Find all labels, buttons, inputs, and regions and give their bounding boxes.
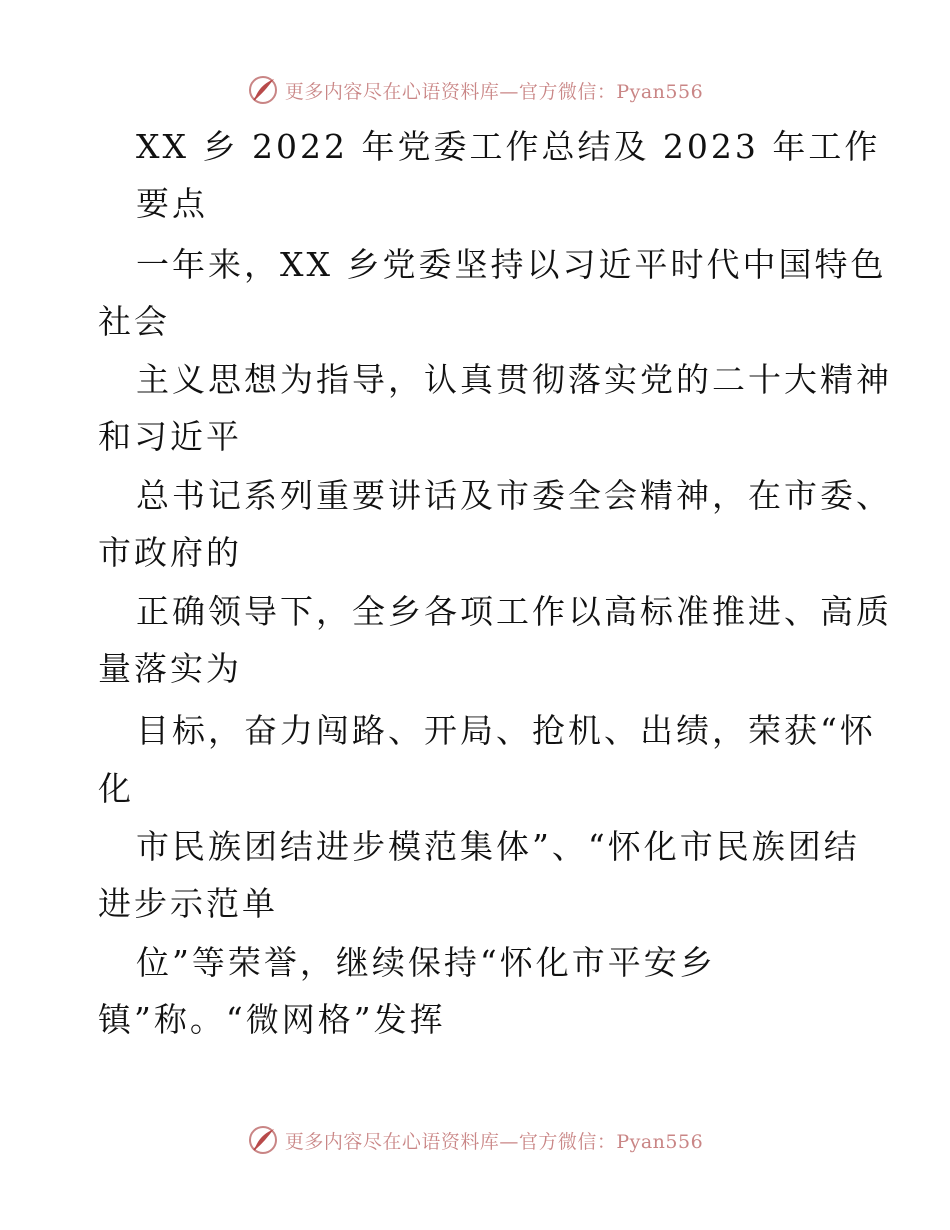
body-line: 主义思想为指导，认真贯彻落实党的二十大精神	[136, 360, 892, 399]
body-line: 市政府的	[98, 533, 242, 572]
body-line: 化	[98, 769, 134, 808]
body-line: 正确领导下，全乡各项工作以高标准推进、高质	[136, 592, 892, 631]
watermark-header	[0, 70, 950, 110]
body-line: 市民族团结进步模范集体”、“怀化市民族团结	[136, 827, 860, 866]
body-line: 进步示范单	[98, 884, 278, 923]
quill-logo-icon	[247, 1124, 279, 1156]
body-line: 目标，奋力闯路、开局、抢机、出绩，荣获“怀	[136, 711, 876, 750]
watermark-text: 更多内容尽在心语资料库—官方微信：Pyan556	[284, 80, 704, 103]
document-title-line-2: 要点	[136, 184, 208, 223]
body-line: 社会	[98, 302, 170, 341]
body-line: 总书记系列重要讲话及市委全会精神，在市委、	[136, 476, 892, 515]
watermark-footer	[0, 1120, 950, 1160]
body-line: 镇”称。“微网格”发挥	[98, 1000, 446, 1039]
quill-logo-icon	[247, 74, 279, 106]
document-title-line-1: XX 乡 2022 年党委工作总结及 2023 年工作	[136, 127, 881, 166]
body-line: 量落实为	[98, 649, 242, 688]
body-line: 位”等荣誉，继续保持“怀化市平安乡	[136, 943, 716, 982]
watermark-text: 更多内容尽在心语资料库—官方微信：Pyan556	[284, 1130, 704, 1153]
body-line: 一年来，XX 乡党委坚持以习近平时代中国特色	[136, 245, 887, 284]
body-line: 和习近平	[98, 417, 242, 456]
